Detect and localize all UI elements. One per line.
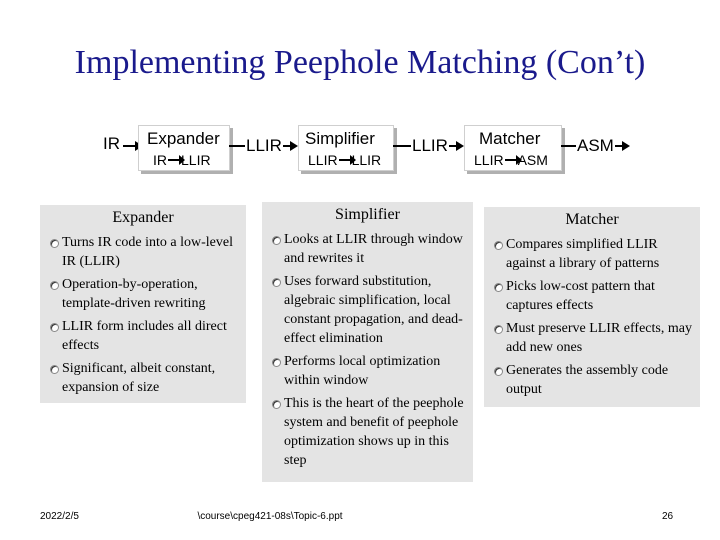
expander-panel: [40, 205, 246, 403]
expander-box-title: Expander: [147, 129, 220, 148]
list-item: Significant, albeit constant, expansion of size: [48, 359, 238, 397]
ir-label: IR: [103, 134, 120, 153]
list-item: Compares simplified LLIR against a library of patterns: [492, 235, 692, 273]
footer-path: \course\cpeg421-08s\Topic-6.ppt: [197, 511, 343, 522]
matcher-from: LLIR: [474, 152, 504, 168]
list-item: Performs local optimization within window: [270, 352, 465, 390]
matcher-to: ASM: [517, 152, 548, 168]
expander-panel-heading: Expander: [112, 209, 174, 226]
matcher-box-title: Matcher: [479, 129, 541, 148]
simplifier-box: [298, 125, 394, 171]
llir-label-1: LLIR: [246, 136, 282, 155]
list-item: LLIR form includes all direct effects: [48, 317, 238, 355]
list-item: This is the heart of the peephole system and benefit of peephole optimization shows up in this step: [270, 394, 465, 470]
arrowhead-icon: [290, 141, 298, 151]
arrow-right-icon: [168, 159, 180, 161]
llir-label-2: LLIR: [412, 136, 448, 155]
matcher-panel: [484, 207, 700, 407]
footer-date: 2022/2/5: [40, 511, 79, 522]
simplifier-from: LLIR: [308, 152, 338, 168]
simplifier-transform: [308, 152, 381, 168]
expander-bullet-list: [48, 233, 238, 397]
matcher-panel-heading: Matcher: [565, 211, 619, 228]
arrowhead-icon: [456, 141, 464, 151]
matcher-transform: [474, 152, 548, 168]
list-item: Generates the assembly code output: [492, 361, 692, 399]
list-item: Operation-by-operation, template-driven rewriting: [48, 275, 238, 313]
arrow-right-icon: [505, 159, 517, 161]
expander-to: LLIR: [181, 152, 211, 168]
list-item: Turns IR code into a low-level IR (LLIR): [48, 233, 238, 271]
footer-page-number: 26: [662, 511, 674, 522]
simplifier-panel: [262, 202, 473, 482]
simplifier-box-title: Simplifier: [305, 129, 375, 148]
expander-transform: [153, 152, 211, 168]
expander-box: [138, 125, 230, 171]
simplifier-bullet-list: [270, 230, 465, 470]
expander-from: IR: [153, 152, 167, 168]
list-item: Picks low-cost pattern that captures effects: [492, 277, 692, 315]
arrow-right-icon: [339, 159, 351, 161]
list-item: Uses forward substitution, algebraic simplification, local constant propagation, and dead-effect elimination: [270, 272, 465, 348]
arrowhead-icon: [622, 141, 630, 151]
list-item: Looks at LLIR through window and rewrites it: [270, 230, 465, 268]
simplifier-panel-heading: Simplifier: [335, 206, 400, 223]
matcher-bullet-list: [492, 235, 692, 399]
slide-title: Implementing Peephole Matching (Con’t): [74, 44, 646, 81]
asm-label: ASM: [577, 136, 614, 155]
list-item: Must preserve LLIR effects, may add new ones: [492, 319, 692, 357]
simplifier-to: LLIR: [351, 152, 382, 168]
matcher-box: [464, 125, 562, 171]
